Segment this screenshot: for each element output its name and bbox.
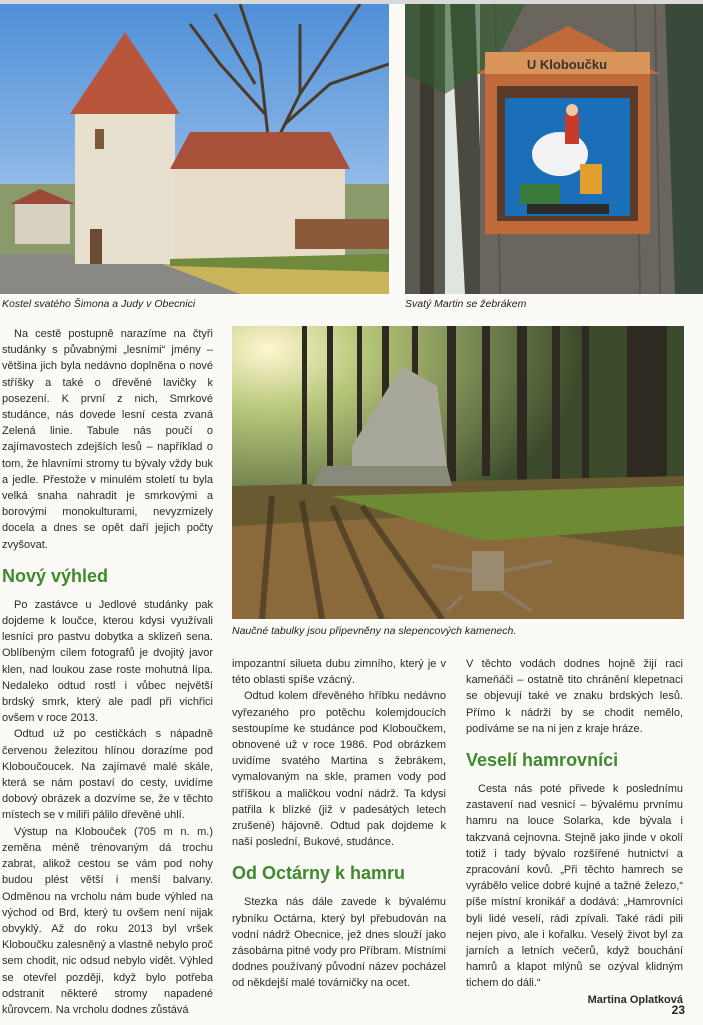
heading-od-octarny: Od Octárny k hamru <box>232 863 406 884</box>
text-column-3 <box>466 656 683 1008</box>
page-number: 23 <box>671 1003 685 1017</box>
author-name: Martina Oplatková <box>587 993 683 1006</box>
col3-paragraph-1: V těchto vodách dodnes hojně žijí raci kameňáči – ostatně tito chránění klepetnaci se objevují také ve znaku brdských lesů. Přímo k nádrži by se chodit nemělo, podíváme se na ni jen z kraje hráze. <box>466 658 683 735</box>
col1-paragraph-1: Na cestě postupně narazíme na čtyři studánky s půvabnými „lesními“ jmény – většina jich byla nedávno doplněna o nové stříšky a také o dřevěné lavičky k posezení. K první z nich, Smrkové studánce, nás dovede lesní cesta zvaná Zelená linie. Tabule nás poučí o zajímavostech zdejších lesů – například o tom, že hlavními stromy tu bývaly vždy buk a jedle. Přestože v minulém století tu byla velká snaha nahradit je smrkovými a borovými monokulturami, nevyzmizely docela a dnes se opět daří jejich počty zvyšovat. <box>2 328 213 551</box>
text-column-2 <box>232 656 446 992</box>
text-column-1 <box>2 326 213 1018</box>
church-caption: Kostel svatého Šimona a Judy v Obecnici <box>2 298 196 310</box>
forest-photo <box>232 326 684 619</box>
martin-caption: Svatý Martin se žebrákem <box>405 298 527 310</box>
st-martin-sign-photo <box>405 4 703 294</box>
sign-text: U Kloboučku <box>526 57 608 72</box>
forest-caption: Naučné tabulky jsou připevněny na slepencových kamenech. <box>232 625 517 637</box>
col1-paragraph-4: Výstup na Klobouček (705 m n. m.) zeměna méně trénovaným dá trochu zabrat, alikož cestou se vám pod nohy budou plést větší i menší balvany. Odměnou na vrcholu nám bude výhled na východ od Brd, který tu ovšem není nijak obvyklý. Až do roku 2013 byl vršek Kloboučku zalesněný a vlastně nebylo proč sem chodit, nic odsud nebylo vidět. Výhled se otevřel později, když bylo potřeba odstranit některé stromy napadené kůrovcem. Na vrcholu dodnes zůstává <box>2 825 213 1016</box>
church-photo <box>0 4 389 294</box>
col3-paragraph-2: Cesta nás poté přivede k poslednímu zastavení nad vesnicí – bývalému prvnímu hamru na louce Solarka, kde bývala i takzvaná cejnovna. Stejně jako jinde v okolí totiž i tady bývalo rozšířené hutnictví a zpracování kovů. „Při těchto hamrech se vyrábělo velice dobré kujné a tažné železo,“ píše místní kronikář a dodává: „Hamrovníci byli lidé veselí, rádi zpívali. Také rádi pili nejen pivo, ale i kořalku. Veselý život byl za jarních a letních večerů, když bouchání hamrů a klapot mlýnů se ozýval klidným tichem do dáli.“ <box>466 783 683 990</box>
col2-paragraph-1: impozantní silueta dubu zimního, který je v této oblasti spíše vzácný. <box>232 658 446 687</box>
heading-novy-vyhled: Nový výhled <box>2 565 109 586</box>
col2-paragraph-2: Odtud kolem dřevěného hříbku nedávno vyřezaného pro potěchu kolemjdoucích sestoupíme ke studánce pod Kloboučkem, obnovené už v roce 1986. Pod obrázkem uvidíme svatého Martina s žebrákem, vymalovaným na skle, pramen vody pod stříškou a maličkou vodní nádrž. Ta kdysi patřila k blízké (již v padesátých letech zrušené) hájovně. Odtud pak dojdeme k naší poslední, Bukové, studánce. <box>232 690 446 849</box>
col1-paragraph-3: Odtud už po cestičkách s nápadně červenou železitou hlínou dorazíme pod Kloboučoucek. Na zajímavé malé skále, která se nám postaví do cesty, uvidíme dobový obrázek a dozvíme se, že v těchto místech se v miliři pálilo dřevěné uhlí. <box>2 728 213 822</box>
heading-veseli-hamrovnici: Veselí hamrovníci <box>466 750 619 771</box>
col2-paragraph-3: Stezka nás dále zavede k bývalému rybníku Octárna, který byl přebudován na vodní nádrž Obecnice, jež dnes slouží jako zásobárna pitné vody pro Příbram. Místními dodnes používaný původní název pocházel od někdejší malé továrničky na ocet. <box>232 896 446 990</box>
col1-paragraph-2: Po zastávce u Jedlové studánky pak dojdeme k loučce, kterou kdysi využívali lesníci pro pastvu dobytka a sklizeň sena. Oblíbeným cílem fotografů je dvojitý javor klen, nad loukou zase roste mohutná lípa. Nedaleko odtud rostl i vůbec největší brdský smrk, který ale padl při vichřici ovšem v roce 2013. <box>2 598 213 725</box>
